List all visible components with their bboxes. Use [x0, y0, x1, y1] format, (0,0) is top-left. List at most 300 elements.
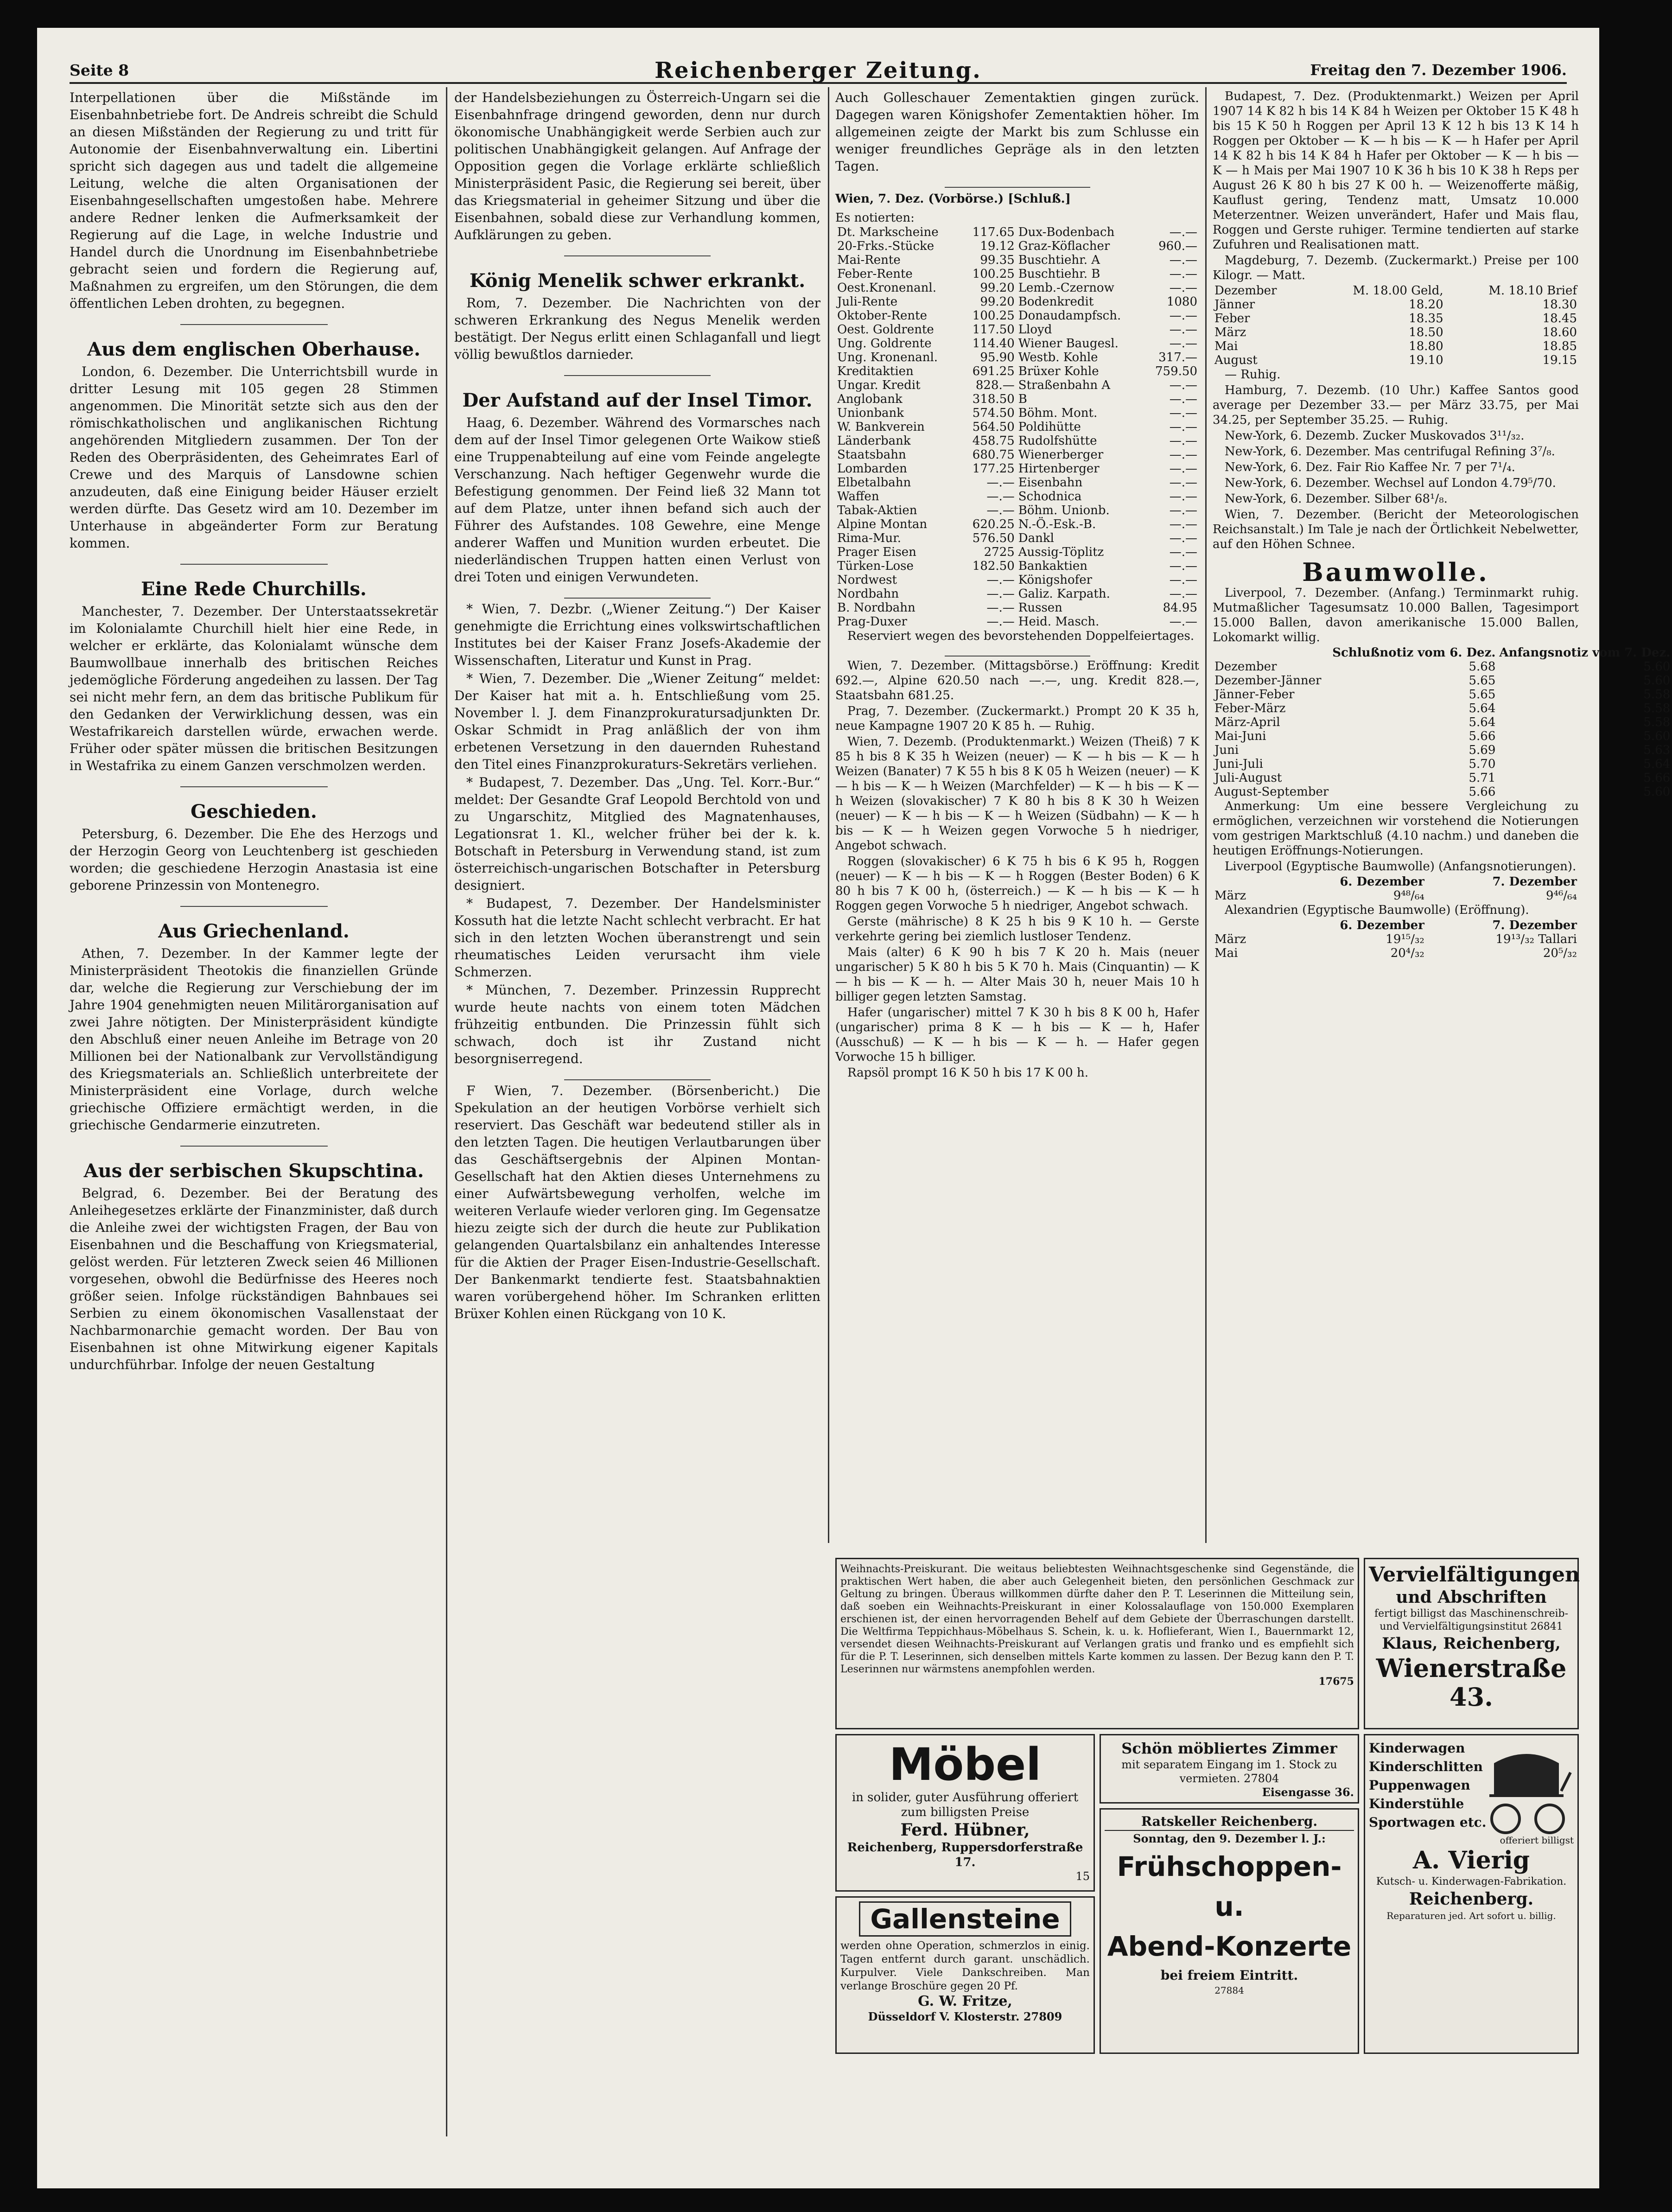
ad-title: Frühschoppen- u.: [1117, 1851, 1342, 1922]
column-4: [1213, 89, 1671, 1549]
cotton-row: [1213, 701, 1672, 715]
table-cell: 99.20: [980, 281, 1015, 295]
table-header: [1213, 918, 1579, 932]
table-cell: —.—: [986, 504, 1015, 517]
market-report: Hafer (ungarischer) mittel 7 K 30 h bis 8 K 00 h, Hafer (ungarischer) prima 8 K — h bis — K — h, Hafer (Ausschuß) — K — h bis — K — h. — Hafer gegen Vorwoche 15 h billiger.: [835, 1006, 1199, 1064]
stock-row: [835, 337, 1199, 351]
stock-row: [835, 462, 1199, 476]
table-cell: Mai: [1214, 339, 1238, 353]
table-cell: W. Bankverein: [837, 420, 925, 434]
sugar-row: [1213, 298, 1579, 312]
table-cell: 759.50: [1155, 364, 1197, 378]
ad-name: Klaus, Reichenberg,: [1382, 1634, 1561, 1653]
table-cell: März: [1214, 932, 1246, 946]
ad-copying: [1364, 1558, 1579, 1729]
table-cell: Dezember: [1214, 284, 1277, 298]
table-cell: Juli-Rente: [837, 295, 898, 309]
table-cell: Mai: [1214, 946, 1238, 960]
table-cell: 18.20: [1409, 298, 1443, 312]
headline: Eine Rede Churchills.: [141, 578, 367, 600]
market-report: Liverpool, 7. Dezember. (Anfang.) Terminmarkt ruhig. Mutmaßlicher Tagesumsatz 10.000 Ballen, Tagesimport 15.000 Ballen, davon amerikanische 15.000 Ballen, Lokomarkt willig.: [1213, 586, 1579, 644]
table-cell: 680.75: [972, 448, 1015, 462]
stock-row: [835, 281, 1199, 295]
cotton-row: [1213, 660, 1672, 674]
table-cell: 5.65: [1469, 674, 1496, 688]
table-cell: —.—: [1169, 517, 1197, 531]
table-cell: —.—: [1169, 378, 1197, 392]
table-cell: Wienerberger: [1018, 448, 1104, 462]
article-text: Belgrad, 6. Dezember. Bei der Beratung des Anleihegesetzes erklärte der Finanzminister, daß durch die Anleihe zwei der wichtigsten Fragen, der Bau von Eisenbahnen und die Beschaffung von Kriegsmaterial, gelöst werden. Für letzteren Zweck seien 46 Millionen vorgesehen, obwohl die Bedürfnisse des Heeres noch größer seien. Infolge rückständigen Bahnbaues sei Serbien zu einem ökonomischen Vasallenstaat der Nachbarmonarchie gemacht worden. Der Bau von Eisenbahnen ist ohne Mitwirkung eigener Kapitals undurchführbar. Infolge der neuen Gestaltung: [70, 1186, 438, 1372]
table-cell: Alpine Montan: [837, 517, 928, 531]
table-cell: 5.66: [1469, 785, 1496, 799]
table-cell: 99.20: [980, 295, 1015, 309]
table-cell: Heid. Masch.: [1018, 615, 1100, 629]
table-cell: 5.58: [1643, 715, 1671, 729]
headline: Aus dem englischen Oberhause.: [87, 338, 420, 360]
table-cell: Buschtiehr. A: [1018, 253, 1100, 267]
table-cell: 19¹⁵/₃₂: [1386, 932, 1424, 946]
table-cell: Elbetalbahn: [837, 476, 911, 490]
table-cell: Juni-Juli: [1214, 757, 1263, 771]
table-cell: —.—: [1169, 448, 1197, 462]
ad-street: Wienerstraße 43.: [1376, 1653, 1567, 1712]
table-cell: 5.68: [1469, 660, 1496, 674]
table-cell: Schodnica: [1018, 490, 1082, 504]
table-cell: Anglobank: [837, 392, 903, 406]
table-cell: 18.45: [1542, 312, 1577, 325]
table-cell: 114.40: [972, 337, 1015, 351]
table-cell: 576.50: [972, 531, 1015, 545]
news-item: F Wien, 7. Dezember. (Börsenbericht.) Die Spekulation an der heutigen Vorbörse verhielt sich reserviert. Das Geschäft war bedeutend stiller als in den letzten Tagen. Die heutigen Verlautbarungen über das Geschäftsergebnis der Alpinen Montan-Gesellschaft hat den Aktien dieses Unternehmens zu einer Aufwärtsbewegung verholfen, welche im weiteren Verlaufe wieder verloren ging. Im Gegensatze hiezu zeigte sich der durch die heute zur Publikation gelangenden Quartalsbilanz ein anhaltendes Interesse für die Aktien der Prager Eisen-Industrie-Gesellschaft. Der Bankenmarkt tendierte fest. Staatsbahnaktien waren vorübergehend höher. Im Schranken erlitten Brüxer Kohlen einen Rückgang von 10 K.: [454, 1083, 820, 1321]
market-report: Prag, 7. Dezember. (Zuckermarkt.) Prompt 20 K 35 h, neue Kampagne 1907 20 K 85 h. — Ruhig.: [835, 704, 1199, 733]
table-cell: Länderbank: [837, 434, 911, 448]
table-cell: —.—: [1169, 573, 1197, 587]
ad-gallstones: [835, 1896, 1095, 2054]
ad-name: A. Vierig: [1412, 1846, 1530, 1874]
stock-row: [835, 392, 1199, 406]
page-number: Seite 8: [70, 61, 129, 79]
egypt-table: [1213, 875, 1579, 903]
table-cell: —.—: [1169, 434, 1197, 448]
table-header: [1213, 875, 1579, 889]
table-cell: Staatsbahn: [837, 448, 906, 462]
table-cell: 18.50: [1409, 325, 1443, 339]
table-cell: Oktober-Rente: [837, 309, 927, 323]
cotton-row: [1213, 757, 1672, 771]
market-report: New-York, 6. Dezember. Mas centrifugal Refining 3⁷/₈.: [1225, 445, 1555, 459]
market-report: Budapest, 7. Dez. (Produktenmarkt.) Weizen per April 1907 14 K 82 h bis 14 K 84 h Weizen per Oktober 15 K 48 h bis 15 K 50 h Roggen per April 13 K 12 h bis 13 K 14 h Roggen per Oktober — K — h bis — K — h Hafer per April 14 K 82 h bis 14 K 84 h Hafer per Oktober — K — h bis — K — h Mais per Mai 1907 10 K 36 h bis 10 K 38 h Reps per August 26 K 80 h bis 27 K 00 h. — Weizenofferte mäßig, Kauflust gering, Tendenz matt, Umsatz 10.000 Meterzentner. Weizen unverändert, Hafer und Mais flau, Roggen und Gerste ruhiger. Termine tendierten auf starke Zufuhren und Realisationen matt.: [1213, 89, 1579, 252]
stock-row: [835, 406, 1199, 420]
column-2: [454, 89, 820, 2161]
ad-room: [1100, 1734, 1359, 1804]
table-cell: —.—: [1169, 323, 1197, 337]
cotton-title: Baumwolle.: [1302, 557, 1489, 587]
ad-title: Schön möbliertes Zimmer: [1121, 1740, 1337, 1757]
table-cell: Westb. Kohle: [1018, 351, 1098, 364]
table-cell: —.—: [1169, 490, 1197, 504]
table-cell: Juli-August: [1214, 771, 1282, 785]
table-cell: Dux-Bodenbach: [1018, 225, 1115, 239]
stock-row: [835, 448, 1199, 462]
exchange-header: Wien, 7. Dez. (Vorbörse.) [Schluß.]: [835, 192, 1071, 206]
column-rule: [1205, 87, 1207, 1543]
headline: Der Aufstand auf der Insel Timor.: [462, 389, 813, 411]
market-report: Wien, 7. Dezemb. (Produktenmarkt.) Weizen (Theiß) 7 K 85 h bis 8 K 35 h Weizen (neuer) — K — h bis — K — h Weizen (Banater) 7 K 55 h bis 8 K 05 h Weizen (neuer) — K — h bis — K — h Weizen (Marchfelder) — K — h bis — K — h Weizen (slovakischer) 7 K 80 h bis 8 K 30 h Weizen (neuer) — K — h bis — K — h Weizen (Südbahn) — K — h bis — K — h Weizen gegen Vorwoche 5 h niedriger, Angebot schwach.: [835, 735, 1199, 853]
table-cell: B. Nordbahn: [837, 601, 915, 615]
divider: [945, 656, 1090, 657]
ad-ratskeller: [1100, 1808, 1359, 2054]
table-cell: —.—: [1169, 504, 1197, 517]
table-cell: 18.80: [1409, 339, 1443, 353]
table-cell: Lloyd: [1018, 323, 1052, 337]
table-cell: Mai-Juni: [1214, 729, 1266, 743]
article-text: London, 6. Dezember. Die Unterrichtsbill wurde in dritter Lesung mit 105 gegen 28 Stimmen angenommen. Die Minorität setzte sich aus den der römischkatholischen und anglikanischen Richtung angehörenden Mitgliedern zusammen. Der Ton der Reden des Oberpräsidenten, des Geheimrates Earl of Crewe und des Marquis of Lansdowne schien anzudeuten, daß eine Einigung beider Häuser erzielt werden dürfte. Das Gesetz wird am 10. Dezember im Unterhause in abgeänderter Form zur Beratung kommen.: [70, 364, 438, 551]
table-cell: Ung. Goldrente: [837, 337, 932, 351]
market-report: Hamburg, 7. Dezemb. (10 Uhr.) Kaffee Santos good average per Dezember 33.— per März 33.75, per Mai 34.25, per September 35.25. — Ruhig.: [1213, 383, 1579, 427]
ad-title: Möbel: [889, 1739, 1042, 1791]
table-cell: 100.25: [972, 267, 1015, 281]
table-cell: 18.35: [1409, 312, 1443, 325]
market-report: Mais (alter) 6 K 90 h bis 7 K 20 h. Mais (neuer ungarischer) 5 K 80 h bis 5 K 70 h. Mais (Cinquantin) — K — h bis — K — h. — Alter Mais 30 h, neuer Mais 10 h billiger gegen letzten Samstag.: [835, 945, 1199, 1004]
table-cell: —.—: [1169, 281, 1197, 295]
egypt-row: [1213, 889, 1579, 903]
table-cell: Oest. Goldrente: [837, 323, 934, 337]
table-cell: Tabak-Aktien: [837, 504, 917, 517]
stock-row: [835, 351, 1199, 364]
cotton-row: [1213, 743, 1672, 757]
market-note: — Ruhig.: [1225, 368, 1281, 382]
ad-subtitle: und Abschriften: [1396, 1587, 1547, 1607]
divider: [564, 1079, 711, 1080]
table-cell: Oest.Kronenanl.: [837, 281, 936, 295]
column-rule: [828, 87, 829, 1543]
cotton-row: [1213, 715, 1672, 729]
table-cell: 18.30: [1542, 298, 1577, 312]
table-cell: 458.75: [972, 434, 1015, 448]
table-cell: Bankaktien: [1018, 559, 1088, 573]
table-cell: 20⁵/₃₂: [1543, 946, 1577, 960]
column-rule: [446, 87, 447, 2136]
table-cell: 620.25: [972, 517, 1015, 531]
table-cell: 5.66: [1643, 771, 1671, 785]
table-cell: 117.50: [972, 323, 1015, 337]
alexandria-table: [1213, 918, 1579, 960]
table-cell: Rima-Mur.: [837, 531, 902, 545]
ad-text: offeriert billigst: [1500, 1835, 1574, 1846]
table-cell: —.—: [1169, 225, 1197, 239]
table-cell: 5.69: [1469, 743, 1496, 757]
issue-date: Freitag den 7. Dezember 1906.: [1310, 61, 1567, 79]
table-cell: —.—: [986, 490, 1015, 504]
market-report: New-York, 6. Dez. Fair Rio Kaffee Nr. 7 per 7¹/₄.: [1225, 460, 1515, 474]
stock-row: [835, 559, 1199, 573]
table-cell: März: [1214, 325, 1246, 339]
newspaper-page: [37, 28, 1671, 2188]
cotton-row: [1213, 729, 1672, 743]
article-text: Rom, 7. Dezember. Die Nachrichten von der schweren Erkrankung des Negus Menelik werden bestätigt. Der Negus erlitt einen Schlaganfall und liegt völlig bewußtlos darnieder.: [454, 295, 820, 362]
market-report: New-York, 6. Dezemb. Zucker Muskovados 3¹¹/₃₂.: [1225, 429, 1525, 443]
header-cell: Anfangsnotiz vom 7. Dez.: [1499, 646, 1671, 660]
table-cell: —.—: [986, 615, 1015, 629]
table-cell: Galiz. Karpath.: [1018, 587, 1110, 601]
table-cell: Graz-Köflacher: [1018, 239, 1110, 253]
table-header: [1213, 646, 1672, 660]
table-cell: Wiener Baugesl.: [1018, 337, 1119, 351]
ad-text: mit separatem Eingang im 1. Stock zu vermieten. 27804: [1121, 1758, 1337, 1785]
divider: [945, 187, 1090, 188]
table-cell: 5.58: [1643, 688, 1671, 701]
table-cell: —.—: [1169, 587, 1197, 601]
table-cell: 19.10: [1409, 353, 1443, 367]
stock-row: [835, 239, 1199, 253]
table-cell: Ung. Kronenanl.: [837, 351, 938, 364]
news-item: * Wien, 7. Dezember. Die „Wiener Zeitung“ meldet: Der Kaiser hat mit a. h. Entschließung vom 25. November l. J. dem Finanzprokuratursadjunkten Dr. Oskar Schmidt in Prag anläßlich der von ihm erbetenen Versetzung in den dauernden Ruhestand den Titel eines Finanzprokuraturs-Sekretärs verliehen.: [454, 671, 820, 772]
table-cell: Prager Eisen: [837, 545, 916, 559]
ad-city: Reichenberg.: [1409, 1889, 1534, 1909]
table-cell: 828.—: [975, 378, 1015, 392]
market-report: Rapsöl prompt 16 K 50 h bis 17 K 00 h.: [847, 1066, 1088, 1080]
ad-number: 15: [1075, 1870, 1090, 1883]
ad-address: Reichenberg, Ruppersdorferstraße 17.: [847, 1841, 1083, 1869]
divider: [180, 906, 328, 907]
table-cell: 20-Frks.-Stücke: [837, 239, 935, 253]
table-cell: 99.35: [980, 253, 1015, 267]
header-cell: [1213, 646, 1330, 660]
market-report: Gerste (mährische) 8 K 25 h bis 9 K 10 h. — Gerste verkehrte gering bei ziemlich lustloser Tendenz.: [835, 915, 1199, 943]
headline: Aus der serbischen Skupschtina.: [83, 1160, 424, 1182]
table-cell: 5.64: [1469, 701, 1496, 715]
article-text: Auch Golleschauer Zementaktien gingen zurück. Dagegen waren Königshofer Zementaktien höher. Im allgemeinen zeigte der Markt bis zum Schlusse ein weniger freundliches Gepräge als in den letzten Tagen.: [835, 90, 1199, 174]
header-cell: Schlußnotiz vom 6. Dez.: [1332, 646, 1496, 660]
sugar-row: [1213, 339, 1579, 353]
stock-row: [835, 364, 1199, 378]
table-cell: —.—: [1169, 476, 1197, 490]
table-cell: März: [1214, 889, 1246, 903]
header-cell: 7. Dezember: [1492, 918, 1577, 932]
table-cell: 574.50: [972, 406, 1015, 420]
table-cell: —.—: [1169, 559, 1197, 573]
ad-header: Ratskeller Reichenberg.: [1105, 1813, 1354, 1831]
article-text: Athen, 7. Dezember. In der Kammer legte der Ministerpräsident Theotokis die finanziellen Gründe dar, welche die Regierung zur Verschiebung der im Jahre 1904 genehmigten neuen Militärorganisation auf zwei Jahre nötigten. Der Ministerpräsident kündigte den Abschluß einer neuen Anleihe im Betrage von 20 Millionen bei der Nationalbank zur Vervollständigung des Kriegsmaterials an. Schließlich unterbreitete der Ministerpräsident eine Vorlage, durch welche griechische Offiziere ermächtigt werden, in die griechische Gendarmerie einzutreten.: [70, 946, 438, 1133]
sugar-row: [1213, 353, 1579, 367]
table-cell: Jänner-Feber: [1214, 688, 1295, 701]
stock-row: [835, 531, 1199, 545]
table-cell: Donaudampfsch.: [1018, 309, 1121, 323]
table-cell: —.—: [986, 601, 1015, 615]
article-text: Interpellationen über die Mißstände im Eisenbahnbetriebe fort. De Andreis schreibt die Schuld an diesen Mißständen der Regierung zu und tritt für Autonomie der Eisenbahnverwaltung ein. Libertini spricht sich dagegen aus und tadelt die allgemeine Leitung, welche die alten Organisationen der Eisenbahngesellschaften umgestoßen habe. Mehrere andere Redner lenken die Aufmerksamkeit der Regierung auf die Lage, in welche Industrie und Handel durch die Unordnung im Eisenbahnbetriebe gebracht seien und fordern die Regierung auf, Maßnahmen zu ergreifen, um den Störungen, die dem öffentlichen Leben drohten, zu begegnen.: [70, 90, 438, 311]
table-cell: Feber: [1214, 312, 1250, 325]
table-cell: Lemb.-Czernow: [1018, 281, 1114, 295]
table-cell: 84.95: [1163, 601, 1197, 615]
table-cell: Türken-Lose: [837, 559, 914, 573]
table-cell: —.—: [1169, 615, 1197, 629]
table-cell: Jänner: [1214, 298, 1255, 312]
table-cell: 5.58: [1643, 701, 1671, 715]
table-cell: —.—: [1169, 531, 1197, 545]
divider: [180, 324, 328, 325]
exchange-subheader: Es notierten:: [835, 211, 915, 225]
ad-list-item: Kinderstühle: [1369, 1796, 1464, 1811]
table-cell: Aussig-Töplitz: [1018, 545, 1104, 559]
article-text: der Handelsbeziehungen zu Österreich-Ungarn sei die Eisenbahnfrage dringend geworden, denn nur durch ökonomische Unabhängigkeit werde Serbien auch zur politischen Unabhängigkeit gelangen. Auf Anfrage der Opposition gegen die Vorlage erklärte schließlich Ministerpräsident Pasic, die Regierung sei bereit, über das Kriegsmaterial in geheimer Sitzung und über die Eisenbahnen, sobald diese zur Verhandlung kommen, Aufklärungen zu geben.: [454, 90, 820, 242]
article-text: Haag, 6. Dezember. Während des Vormarsches nach dem auf der Insel Timor gelegenen Orte Waikow stieß eine Truppenabteilung auf eine vom Feinde angelegte Verschanzung. Nach heftiger Gegenwehr wurde die Befestigung genommen. Der Feind ließ 32 Mann tot auf dem Platze, unter ihnen befand sich auch der Führer des Aufstandes. 108 Gewehre, eine Menge anderer Waffen und Munition wurden erbeutet. Die niederländischen Truppen hatten einen Verlust von drei Toten und einigen Verwundeten.: [454, 415, 820, 585]
stock-row: [835, 225, 1199, 239]
table-cell: Kreditaktien: [837, 364, 914, 378]
table-cell: 564.50: [972, 420, 1015, 434]
stock-row: [835, 309, 1199, 323]
ad-text: fertigt billigst das Maschinenschreib- und Vervielfältigungsinstitut 26841: [1374, 1608, 1569, 1632]
ad-date: Sonntag, den 9. Dezember l. J.:: [1133, 1832, 1326, 1845]
market-report: New-York, 6. Dezember. Silber 68¹/₈.: [1225, 492, 1448, 506]
ad-text: werden ohne Operation, schmerzlos in einig. Tagen entfernt durch garant. unschädlich. Kurpulver. Viele Dankschreiben. Man verlange Broschüre gegen 20 Pf.: [840, 1940, 1090, 1992]
stock-row: [835, 420, 1199, 434]
table-cell: —.—: [1169, 309, 1197, 323]
column-3: [835, 89, 1199, 1549]
table-cell: 5.65: [1469, 688, 1496, 701]
table-cell: 20⁴/₃₂: [1390, 946, 1424, 960]
table-cell: 5.60: [1643, 674, 1671, 688]
divider: [564, 375, 711, 376]
ad-footer: Reparaturen jed. Art sofort u. billig.: [1386, 1910, 1556, 1921]
table-cell: Nordwest: [837, 573, 897, 587]
sugar-table: [1213, 284, 1579, 367]
news-item: * Budapest, 7. Dezember. Der Handelsminister Kossuth hat die letzte Nacht schlecht verbracht. Er hat sich in den letzten Wochen überanstrengt und sein rheumatisches Leiden verursacht ihm viele Schmerzen.: [454, 896, 820, 980]
table-cell: Brüxer Kohle: [1018, 364, 1099, 378]
market-report: Liverpool (Egyptische Baumwolle) (Anfangsnotierungen).: [1225, 860, 1577, 873]
table-cell: 177.25: [972, 462, 1015, 476]
market-note: Anmerkung: Um eine bessere Vergleichung zu ermöglichen, verzeichnen wir vorstehend die Notierungen vom gestrigen Marktschluß (4.10 nachm.) und daneben die heutigen Eröffnungs-Notierungen.: [1213, 799, 1579, 858]
header-cell: 6. Dezember: [1340, 918, 1424, 932]
table-cell: Ungar. Kredit: [837, 378, 921, 392]
table-cell: 9⁴⁸/₆₄: [1393, 889, 1424, 903]
news-item: * Wien, 7. Dezbr. („Wiener Zeitung.“) Der Kaiser genehmigte die Errichtung eines volkswirtschaftlichen Institutes bei der Kaiser Franz Josefs-Akademie der Wissenschaften, Literatur und Kunst in Prag.: [454, 601, 820, 668]
alexandria-row: [1213, 932, 1579, 946]
stock-row: [835, 267, 1199, 281]
table-cell: Königshofer: [1018, 573, 1093, 587]
divider: [180, 1146, 328, 1147]
table-cell: 2725: [984, 545, 1015, 559]
headline: König Menelik schwer erkrankt.: [469, 270, 806, 292]
table-cell: —.—: [1169, 267, 1197, 281]
table-cell: 5.64: [1469, 715, 1496, 729]
table-cell: Dezember: [1214, 660, 1277, 674]
cotton-row: [1213, 688, 1672, 701]
cotton-row: [1213, 785, 1672, 799]
ad-text: Weihnachts-Preiskurant. Die weitaus beliebtesten Weihnachtsgeschenke sind Gegenstände, die praktischen Wert haben, die aber auch Gelegenheit bieten, den persönlichen Geschmack zur Geltung zu bringen. Überaus willkommen dürfte daher den P. T. Leserinnen die Mitteilung sein, daß soeben ein Weihnachts-Preiskurant in einer Kolossalauflage von 150.000 Exemplaren erschienen ist, der einen hervorragenden Behelf auf dem Gebiete der Überraschungen darstellt. Die Weltfirma Teppichhaus-Möbelhaus S. Schein, k. u. k. Hoflieferant, Wien I., Bauernmarkt 12, versendet diesen Weihnachts-Preiskurant auf Verlangen gratis und franko und es empfiehlt sich für die P. T. Leserinnen, sich denselben mittels Karte kommen zu lassen. Der Bezug kann den P. T. Leserinnen nur wärmstens anempfohlen werden.: [840, 1563, 1354, 1675]
ad-text: in solider, guter Ausführung offeriert zum billigsten Preise: [852, 1791, 1079, 1819]
header-cell: [1213, 875, 1274, 889]
weather-report: Wien, 7. Dezember. (Bericht der Meteorologischen Reichsanstalt.) Im Tale je nach der Örtlichkeit Nebelwetter, auf den Höhen Schnee.: [1213, 508, 1579, 551]
ad-number: 17675: [1318, 1676, 1354, 1688]
table-cell: Poldihütte: [1018, 420, 1081, 434]
ad-address: Eisengasse 36.: [1262, 1785, 1354, 1799]
column-1: [70, 89, 438, 2161]
table-cell: Böhm. Mont.: [1018, 406, 1098, 420]
table-cell: August: [1214, 353, 1258, 367]
table-cell: —.—: [1169, 337, 1197, 351]
stock-row: [835, 601, 1199, 615]
table-cell: —.—: [1169, 253, 1197, 267]
ad-list-item: Sportwagen etc.: [1369, 1815, 1487, 1830]
ad-title: Abend-Konzerte: [1107, 1931, 1352, 1962]
table-cell: 19.12: [980, 239, 1015, 253]
table-cell: 5.60: [1643, 660, 1671, 674]
header-cell: 6. Dezember: [1340, 875, 1424, 889]
stock-row: [835, 615, 1199, 629]
stock-table: [835, 225, 1199, 629]
table-cell: 318.50: [972, 392, 1015, 406]
table-cell: 317.—: [1158, 351, 1197, 364]
cotton-row: [1213, 674, 1672, 688]
table-cell: M. 18.00 Geld,: [1353, 284, 1443, 298]
divider: [180, 786, 328, 787]
market-report: Roggen (slovakischer) 6 K 75 h bis 6 K 95 h, Roggen (neuer) — K — h bis — K — h Roggen (Bester Boden) 6 K 80 h bis 7 K 00 h, (österreich.) — K — h bis — K — h Roggen gegen Vorwoche 5 h niedriger, Angebot schwach.: [835, 854, 1199, 913]
table-cell: —.—: [1169, 420, 1197, 434]
header-cell: [1213, 918, 1274, 932]
table-cell: 18.85: [1542, 339, 1577, 353]
stock-row: [835, 323, 1199, 337]
ad-name: G. W. Fritze,: [918, 1993, 1012, 2009]
table-cell: 5.66: [1469, 729, 1496, 743]
ad-footer: bei freiem Eintritt.: [1160, 1968, 1298, 1983]
ad-text: Kutsch- u. Kinderwagen-Fabrikation.: [1376, 1876, 1567, 1887]
header-cell: 7. Dezember: [1492, 875, 1577, 889]
table-cell: —.—: [1169, 462, 1197, 476]
table-cell: Unionbank: [837, 406, 904, 420]
table-cell: —.—: [986, 476, 1015, 490]
table-cell: 19.15: [1542, 353, 1577, 367]
table-cell: 9⁴⁶/₆₄: [1546, 889, 1577, 903]
table-cell: 182.50: [972, 559, 1015, 573]
market-report: Wien, 7. Dezember. (Mittagsbörse.) Eröffnung: Kredit 692.—, Alpine 620.50 nach —.—, ung. Kredit 828.—, Staatsbahn 681.25.: [835, 659, 1199, 702]
table-cell: B: [1018, 392, 1027, 406]
ad-list-item: Kinderschlitten: [1369, 1759, 1483, 1774]
market-report: Magdeburg, 7. Dezemb. (Zuckermarkt.) Preise per 100 Kilogr. — Matt.: [1213, 254, 1579, 282]
table-cell: 19¹³/₃₂ Tallari: [1495, 932, 1577, 946]
table-cell: 691.25: [972, 364, 1015, 378]
market-report: New-York, 6. Dezember. Wechsel auf London 4.79⁵/70.: [1225, 476, 1556, 490]
table-cell: Nordbahn: [837, 587, 899, 601]
table-cell: 5.60: [1643, 729, 1671, 743]
table-cell: 95.90: [980, 351, 1015, 364]
cotton-row: [1213, 771, 1672, 785]
pram-icon: [1480, 1745, 1573, 1837]
table-cell: Dt. Markscheine: [837, 225, 939, 239]
sugar-row: [1213, 325, 1579, 339]
news-item: * Budapest, 7. Dezember. Das „Ung. Tel. Korr.-Bur.“ meldet: Der Gesandte Graf Leopold Berchtold von und zu Ungarschitz, Mitglied des Magnatenhauses, Legationsrat 1. Kl., welcher früher bei der k. k. Botschaft in Petersburg in Verwendung stand, ist zum österreichisch-ungarischen Botschafter in Petersburg designiert.: [454, 775, 820, 893]
ad-list-item: Kinderwagen: [1369, 1740, 1465, 1756]
ad-title: Gallensteine: [859, 1901, 1071, 1937]
ad-address: Düsseldorf V. Klosterstr. 27809: [868, 2010, 1062, 2023]
ad-list-item: Puppenwagen: [1369, 1778, 1470, 1793]
divider: [564, 255, 711, 256]
stock-row: [835, 295, 1199, 309]
page-header: [70, 47, 1567, 84]
ad-prams: [1364, 1734, 1579, 2054]
table-cell: 5.71: [1469, 771, 1496, 785]
table-cell: Prag-Duxer: [837, 615, 907, 629]
ad-name: Ferd. Hübner,: [900, 1820, 1030, 1840]
table-cell: März-April: [1214, 715, 1280, 729]
table-cell: 5.60: [1643, 785, 1671, 799]
table-cell: 5.64: [1643, 757, 1671, 771]
table-cell: 117.65: [972, 225, 1015, 239]
headline: Geschieden.: [191, 801, 317, 822]
masthead: Reichenberger Zeitung.: [655, 57, 982, 83]
table-cell: Russen: [1018, 601, 1062, 615]
table-cell: Mai-Rente: [837, 253, 901, 267]
table-cell: 960.—: [1158, 239, 1197, 253]
